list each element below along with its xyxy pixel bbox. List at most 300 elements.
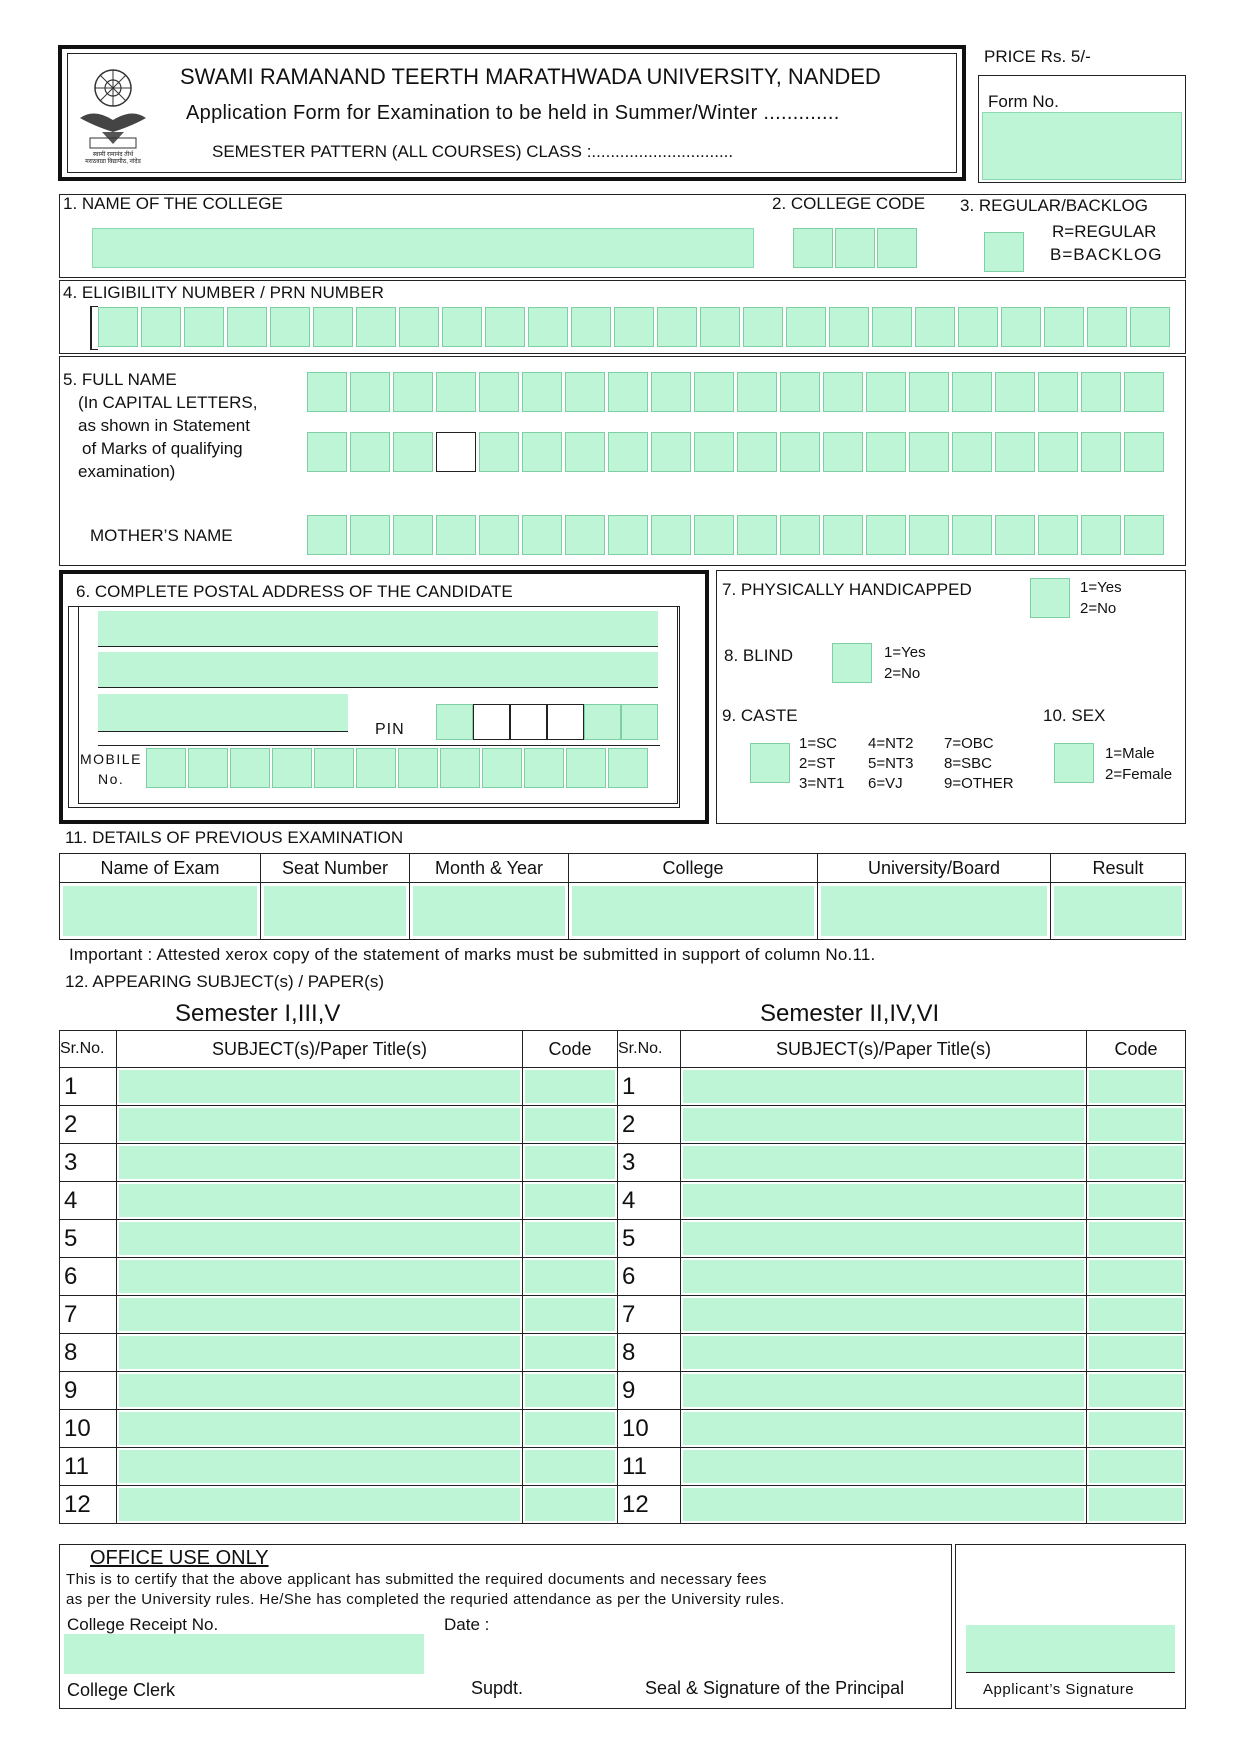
regular-backlog-field[interactable] (984, 232, 1024, 272)
subject-row (60, 1486, 1186, 1524)
col-subject: SUBJECT(s)/Paper Title(s) (681, 1031, 1087, 1068)
input-fill[interactable] (119, 1488, 520, 1521)
full-name-cell[interactable] (1081, 432, 1121, 472)
eligibility-number-cell[interactable] (829, 307, 869, 347)
subject-title-cell[interactable] (681, 1220, 1087, 1258)
subject-sr-no: 10 (618, 1410, 681, 1448)
previous-exam-header: Result (1051, 854, 1186, 883)
full-name-cell[interactable] (823, 372, 863, 412)
eligibility-number-cell[interactable] (1044, 307, 1084, 347)
logo-text: स्वामी रामानंद तीर्थ मराठवाडा विद्यापीठ, नांदेड (85, 152, 141, 165)
input-fill[interactable] (525, 1184, 615, 1217)
pin-cell[interactable] (621, 704, 658, 740)
input-fill[interactable] (119, 1412, 520, 1445)
full-name-cell[interactable] (909, 372, 949, 412)
subject-sr-no: 8 (618, 1334, 681, 1372)
mobile-number-cell[interactable] (566, 748, 606, 788)
input-fill[interactable] (683, 1184, 1084, 1217)
full-name-cell[interactable] (780, 372, 820, 412)
input-fill[interactable] (525, 1374, 615, 1407)
price-label: PRICE Rs. 5/- (984, 47, 1091, 66)
subject-code-cell[interactable] (523, 1182, 618, 1220)
university-name: SWAMI RAMANAND TEERTH MARATHWADA UNIVERSITY, NANDED (180, 64, 881, 89)
eligibility-number-cell[interactable] (1130, 307, 1170, 347)
subject-code-cell[interactable] (1087, 1448, 1186, 1486)
eligibility-label: 4. ELIGIBILITY NUMBER / PRN NUMBER (63, 283, 384, 302)
pin-cell[interactable] (473, 704, 510, 740)
subject-row (60, 1144, 1186, 1182)
input-fill[interactable] (1089, 1412, 1183, 1445)
sex-label: 10. SEX (1043, 706, 1106, 725)
input-fill[interactable] (525, 1450, 615, 1483)
eligibility-number-cell[interactable] (184, 307, 224, 347)
subject-title-cell[interactable] (681, 1144, 1087, 1182)
subject-sr-no: 3 (60, 1144, 117, 1182)
input-fill[interactable] (1089, 1488, 1183, 1521)
previous-exam-cell[interactable] (261, 883, 410, 940)
subject-title-cell[interactable] (117, 1106, 523, 1144)
subject-title-cell[interactable] (681, 1296, 1087, 1334)
mothers-name-cell[interactable] (393, 515, 433, 555)
principal-signature-label: Seal & Signature of the Principal (645, 1678, 905, 1698)
eligibility-number-cell[interactable] (786, 307, 826, 347)
input-fill[interactable] (525, 1298, 615, 1331)
eligibility-number-cell[interactable] (399, 307, 439, 347)
full-name-cell[interactable] (694, 372, 734, 412)
subject-sr-no: 7 (60, 1296, 117, 1334)
input-fill[interactable] (1089, 1336, 1183, 1369)
handicapped-no: 2=No (1080, 600, 1117, 617)
full-name-cell[interactable] (350, 372, 390, 412)
previous-exam-label: 11. DETAILS OF PREVIOUS EXAMINATION (65, 828, 404, 847)
subjects-table (59, 1030, 1186, 1524)
eligibility-number-cell[interactable] (98, 307, 138, 347)
mothers-name-cell[interactable] (780, 515, 820, 555)
regular-backlog-label: 3. REGULAR/BACKLOG (960, 196, 1149, 215)
mothers-name-cell[interactable] (608, 515, 648, 555)
mothers-name-cell[interactable] (565, 515, 605, 555)
input-fill[interactable] (683, 1336, 1084, 1369)
full-name-cell[interactable] (307, 432, 347, 472)
subject-code-cell[interactable] (523, 1410, 618, 1448)
eligibility-number-cell[interactable] (485, 307, 525, 347)
college-code-cell[interactable] (877, 228, 917, 268)
mobile-number-cell[interactable] (188, 748, 228, 788)
subject-title-cell[interactable] (117, 1372, 523, 1410)
handicapped-yes: 1=Yes (1080, 579, 1122, 596)
form-title: Application Form for Examination to be held in Summer/Winter ............. (186, 102, 840, 124)
mothers-name-cell[interactable] (952, 515, 992, 555)
eligibility-number-cell[interactable] (141, 307, 181, 347)
mothers-name-cell[interactable] (436, 515, 476, 555)
previous-exam-cell[interactable] (569, 883, 818, 940)
subject-title-cell[interactable] (681, 1448, 1087, 1486)
subject-title-cell[interactable] (117, 1258, 523, 1296)
input-fill[interactable] (683, 1260, 1084, 1293)
eligibility-number-cell[interactable] (571, 307, 611, 347)
eligibility-bracket (90, 306, 98, 350)
subject-code-cell[interactable] (1087, 1334, 1186, 1372)
eligibility-number-cell[interactable] (958, 307, 998, 347)
subject-title-cell[interactable] (681, 1106, 1087, 1144)
input-fill[interactable] (683, 1108, 1084, 1141)
input-fill[interactable] (683, 1298, 1084, 1331)
subject-title-cell[interactable] (681, 1182, 1087, 1220)
mothers-name-label: MOTHER’S NAME (90, 526, 233, 545)
eligibility-number-cell[interactable] (657, 307, 697, 347)
address-line-3[interactable] (98, 694, 348, 732)
input-fill[interactable] (525, 1260, 615, 1293)
previous-exam-cell[interactable] (818, 883, 1051, 940)
input-fill[interactable] (119, 1146, 520, 1179)
subject-code-cell[interactable] (1087, 1182, 1186, 1220)
input-fill[interactable] (525, 1412, 615, 1445)
full-name-cells-row-1 (307, 372, 1164, 412)
mothers-name-cell[interactable] (651, 515, 691, 555)
input-fill[interactable] (119, 1184, 520, 1217)
mobile-number-cell[interactable] (356, 748, 396, 788)
eligibility-number-cell[interactable] (313, 307, 353, 347)
full-name-hint-3: of Marks of qualifying (82, 439, 243, 458)
college-code-label: 2. COLLEGE CODE (772, 194, 926, 213)
subject-row (60, 1372, 1186, 1410)
subject-code-cell[interactable] (523, 1258, 618, 1296)
previous-exam-header: College (569, 854, 818, 883)
input-fill[interactable] (683, 1222, 1084, 1255)
full-name-cell[interactable] (393, 372, 433, 412)
caste-options-col-3 (944, 734, 1014, 794)
mothers-name-cell[interactable] (1081, 515, 1121, 555)
handicapped-field[interactable] (1030, 578, 1070, 618)
input-fill[interactable] (119, 1374, 520, 1407)
full-name-cell[interactable] (565, 372, 605, 412)
full-name-cell[interactable] (1038, 372, 1078, 412)
mobile-number-cell[interactable] (398, 748, 438, 788)
caste-option: 5=NT3 (868, 755, 914, 772)
subject-code-cell[interactable] (523, 1372, 618, 1410)
subject-title-cell[interactable] (681, 1372, 1087, 1410)
input-fill[interactable] (1089, 1450, 1183, 1483)
previous-exam-row (60, 883, 1186, 940)
full-name-cell[interactable] (995, 432, 1035, 472)
input-fill[interactable] (1089, 1146, 1183, 1179)
supdt-label: Supdt. (471, 1678, 524, 1698)
previous-exam-header: Seat Number (261, 854, 410, 883)
caste-options-col-2 (868, 734, 913, 794)
caste-option: 4=NT2 (868, 735, 914, 752)
eligibility-number-cell[interactable] (356, 307, 396, 347)
mothers-name-cell[interactable] (995, 515, 1035, 555)
applicant-signature-label: Applicant’s Signature (983, 1681, 1135, 1698)
caste-option: 7=OBC (944, 735, 994, 752)
subject-title-cell[interactable] (117, 1144, 523, 1182)
caste-options-col-1 (799, 734, 844, 794)
form-no-field[interactable] (982, 112, 1182, 180)
pin-separator-line (98, 745, 660, 746)
subject-code-cell[interactable] (1087, 1144, 1186, 1182)
input-fill[interactable] (683, 1146, 1084, 1179)
full-name-cell[interactable] (737, 372, 777, 412)
college-code-cell[interactable] (793, 228, 833, 268)
eligibility-number-cell[interactable] (700, 307, 740, 347)
subject-code-cell[interactable] (1087, 1486, 1186, 1524)
input-fill[interactable] (119, 1108, 520, 1141)
mothers-name-cell[interactable] (823, 515, 863, 555)
full-name-cell[interactable] (952, 372, 992, 412)
address-label: 6. COMPLETE POSTAL ADDRESS OF THE CANDIDATE (76, 582, 513, 601)
pin-cell[interactable] (510, 704, 547, 740)
full-name-cell[interactable] (393, 432, 433, 472)
subject-sr-no: 9 (60, 1372, 117, 1410)
subject-title-cell[interactable] (117, 1410, 523, 1448)
mobile-number-cell[interactable] (608, 748, 648, 788)
subject-code-cell[interactable] (1087, 1068, 1186, 1106)
subject-sr-no: 11 (618, 1448, 681, 1486)
full-name-cell[interactable] (565, 432, 605, 472)
subject-title-cell[interactable] (117, 1334, 523, 1372)
blind-field[interactable] (832, 643, 872, 683)
previous-exam-cell[interactable] (60, 883, 261, 940)
mothers-name-cell[interactable] (522, 515, 562, 555)
full-name-cell[interactable] (1124, 432, 1164, 472)
subject-title-cell[interactable] (117, 1448, 523, 1486)
college-name-label: 1. NAME OF THE COLLEGE (63, 194, 283, 213)
handicapped-label: 7. PHYSICALLY HANDICAPPED (722, 580, 972, 599)
full-name-cell[interactable] (952, 432, 992, 472)
full-name-cell[interactable] (479, 372, 519, 412)
input-fill[interactable] (1089, 1298, 1183, 1331)
input-fill[interactable] (119, 1222, 520, 1255)
full-name-cell[interactable] (522, 372, 562, 412)
mothers-name-cell[interactable] (350, 515, 390, 555)
input-fill[interactable] (119, 1298, 520, 1331)
eligibility-number-cell[interactable] (227, 307, 267, 347)
input-fill[interactable] (683, 1488, 1084, 1521)
full-name-cell[interactable] (608, 372, 648, 412)
eligibility-number-cell[interactable] (270, 307, 310, 347)
input-fill[interactable] (1089, 1260, 1183, 1293)
input-fill[interactable] (683, 1070, 1084, 1103)
full-name-cell[interactable] (694, 432, 734, 472)
full-name-cells-row-2 (307, 432, 1164, 472)
subject-row (60, 1410, 1186, 1448)
mobile-number-cell[interactable] (440, 748, 480, 788)
mobile-number-cell[interactable] (272, 748, 312, 788)
subject-row (60, 1296, 1186, 1334)
full-name-cell[interactable] (307, 372, 347, 412)
full-name-cell[interactable] (1038, 432, 1078, 472)
semester-right-title: Semester II,IV,VI (760, 1000, 940, 1027)
full-name-cell[interactable] (608, 432, 648, 472)
input-fill[interactable] (119, 1260, 520, 1293)
mothers-name-cell[interactable] (866, 515, 906, 555)
eligibility-number-cell[interactable] (614, 307, 654, 347)
subject-code-cell[interactable] (523, 1334, 618, 1372)
full-name-cell[interactable] (436, 432, 476, 472)
subject-title-cell[interactable] (681, 1334, 1087, 1372)
caste-option: 8=SBC (944, 755, 992, 772)
input-fill[interactable] (1089, 1374, 1183, 1407)
blind-label: 8. BLIND (724, 646, 793, 665)
eligibility-number-cell[interactable] (442, 307, 482, 347)
subject-row (60, 1258, 1186, 1296)
subject-sr-no: 7 (618, 1296, 681, 1334)
address-line-2[interactable] (98, 652, 658, 688)
input-fill[interactable] (525, 1070, 615, 1103)
subject-title-cell[interactable] (117, 1296, 523, 1334)
input-fill[interactable] (1089, 1184, 1183, 1217)
subject-code-cell[interactable] (1087, 1410, 1186, 1448)
full-name-cell[interactable] (780, 432, 820, 472)
input-fill[interactable] (119, 1336, 520, 1369)
full-name-cell[interactable] (823, 432, 863, 472)
full-name-cell[interactable] (651, 432, 691, 472)
input-fill[interactable] (683, 1450, 1084, 1483)
receipt-field[interactable] (64, 1634, 424, 1674)
subject-code-cell[interactable] (523, 1220, 618, 1258)
backlog-option: B=BACKLOG (1050, 245, 1163, 264)
previous-exam-header-row (60, 854, 1186, 883)
eligibility-number-cell[interactable] (528, 307, 568, 347)
full-name-cell[interactable] (1081, 372, 1121, 412)
office-use-title: OFFICE USE ONLY (90, 1547, 269, 1569)
input-fill[interactable] (683, 1374, 1084, 1407)
input-fill[interactable] (1089, 1108, 1183, 1141)
regular-option: R=REGULAR (1052, 222, 1157, 241)
subject-code-cell[interactable] (1087, 1372, 1186, 1410)
eligibility-number-cell[interactable] (1001, 307, 1041, 347)
full-name-cell[interactable] (522, 432, 562, 472)
subject-title-cell[interactable] (117, 1182, 523, 1220)
pin-cell[interactable] (584, 704, 621, 740)
subject-sr-no: 6 (60, 1258, 117, 1296)
full-name-cell[interactable] (995, 372, 1035, 412)
full-name-cell[interactable] (737, 432, 777, 472)
subject-sr-no: 5 (618, 1220, 681, 1258)
input-fill[interactable] (525, 1146, 615, 1179)
university-logo (74, 60, 152, 168)
eligibility-number-cell[interactable] (872, 307, 912, 347)
input-fill[interactable] (525, 1488, 615, 1521)
input-fill[interactable] (525, 1222, 615, 1255)
input-fill[interactable] (683, 1412, 1084, 1445)
previous-exam-header: Month & Year (410, 854, 569, 883)
subject-title-cell[interactable] (117, 1068, 523, 1106)
subject-title-cell[interactable] (681, 1486, 1087, 1524)
mothers-name-cell[interactable] (479, 515, 519, 555)
subject-code-cell[interactable] (523, 1296, 618, 1334)
subject-title-cell[interactable] (681, 1068, 1087, 1106)
caste-field[interactable] (750, 743, 790, 783)
subject-sr-no: 8 (60, 1334, 117, 1372)
full-name-cell[interactable] (866, 432, 906, 472)
subject-sr-no: 2 (60, 1106, 117, 1144)
full-name-cell[interactable] (1124, 372, 1164, 412)
subject-row (60, 1068, 1186, 1106)
mothers-name-cell[interactable] (1124, 515, 1164, 555)
input-fill[interactable] (525, 1108, 615, 1141)
subject-code-cell[interactable] (1087, 1258, 1186, 1296)
subject-sr-no: 5 (60, 1220, 117, 1258)
college-code-cell[interactable] (835, 228, 875, 268)
eligibility-number-cell[interactable] (743, 307, 783, 347)
subject-row (60, 1448, 1186, 1486)
subject-row (60, 1106, 1186, 1144)
caste-option: 6=VJ (868, 775, 903, 792)
full-name-cell[interactable] (651, 372, 691, 412)
subjects-header-row (60, 1031, 1186, 1068)
eligibility-number-cell[interactable] (1087, 307, 1127, 347)
subject-code-cell[interactable] (523, 1106, 618, 1144)
mobile-label-2: No. (98, 771, 125, 787)
sex-female: 2=Female (1105, 766, 1173, 783)
subject-code-cell[interactable] (523, 1486, 618, 1524)
subject-code-cell[interactable] (523, 1144, 618, 1182)
input-fill[interactable] (119, 1450, 520, 1483)
subject-code-cell[interactable] (1087, 1220, 1186, 1258)
pin-cell[interactable] (547, 704, 584, 740)
eligibility-number-cell[interactable] (915, 307, 955, 347)
subject-code-cell[interactable] (523, 1068, 618, 1106)
previous-exam-cell[interactable] (410, 883, 569, 940)
applicant-signature-field[interactable] (966, 1625, 1175, 1673)
mothers-name-cell[interactable] (737, 515, 777, 555)
full-name-cell[interactable] (909, 432, 949, 472)
mobile-number-cell[interactable] (524, 748, 564, 788)
subject-sr-no: 3 (618, 1144, 681, 1182)
input-fill[interactable] (1089, 1070, 1183, 1103)
college-name-field[interactable] (92, 228, 754, 268)
mothers-name-cell[interactable] (1038, 515, 1078, 555)
previous-exam-cell[interactable] (1051, 883, 1186, 940)
sex-field[interactable] (1054, 743, 1094, 783)
mobile-number-cell[interactable] (230, 748, 270, 788)
subject-sr-no: 2 (618, 1106, 681, 1144)
form-no-label: Form No. (988, 92, 1059, 111)
mobile-number-cell[interactable] (146, 748, 186, 788)
mothers-name-cell[interactable] (307, 515, 347, 555)
subject-code-cell[interactable] (1087, 1296, 1186, 1334)
sex-male: 1=Male (1105, 745, 1155, 762)
subject-code-cell[interactable] (1087, 1106, 1186, 1144)
full-name-cell[interactable] (436, 372, 476, 412)
input-fill[interactable] (525, 1336, 615, 1369)
full-name-cell[interactable] (866, 372, 906, 412)
subject-title-cell[interactable] (681, 1410, 1087, 1448)
address-line-1[interactable] (98, 611, 658, 647)
subject-code-cell[interactable] (523, 1448, 618, 1486)
mobile-number-cell[interactable] (314, 748, 354, 788)
col-srno: Sr.No. (618, 1031, 681, 1068)
full-name-cell[interactable] (479, 432, 519, 472)
pin-cell[interactable] (436, 704, 473, 740)
input-fill[interactable] (119, 1070, 520, 1103)
blind-no: 2=No (884, 665, 921, 682)
full-name-cell[interactable] (350, 432, 390, 472)
caste-label: 9. CASTE (722, 706, 798, 725)
clerk-label: College Clerk (67, 1680, 176, 1700)
subject-title-cell[interactable] (681, 1258, 1087, 1296)
subject-title-cell[interactable] (117, 1220, 523, 1258)
input-fill[interactable] (1089, 1222, 1183, 1255)
eligibility-number-cells (98, 307, 1170, 347)
subject-title-cell[interactable] (117, 1486, 523, 1524)
mobile-number-cell[interactable] (482, 748, 522, 788)
mothers-name-cell[interactable] (694, 515, 734, 555)
subject-row (60, 1334, 1186, 1372)
mothers-name-cell[interactable] (909, 515, 949, 555)
mobile-number-cells (146, 748, 648, 788)
